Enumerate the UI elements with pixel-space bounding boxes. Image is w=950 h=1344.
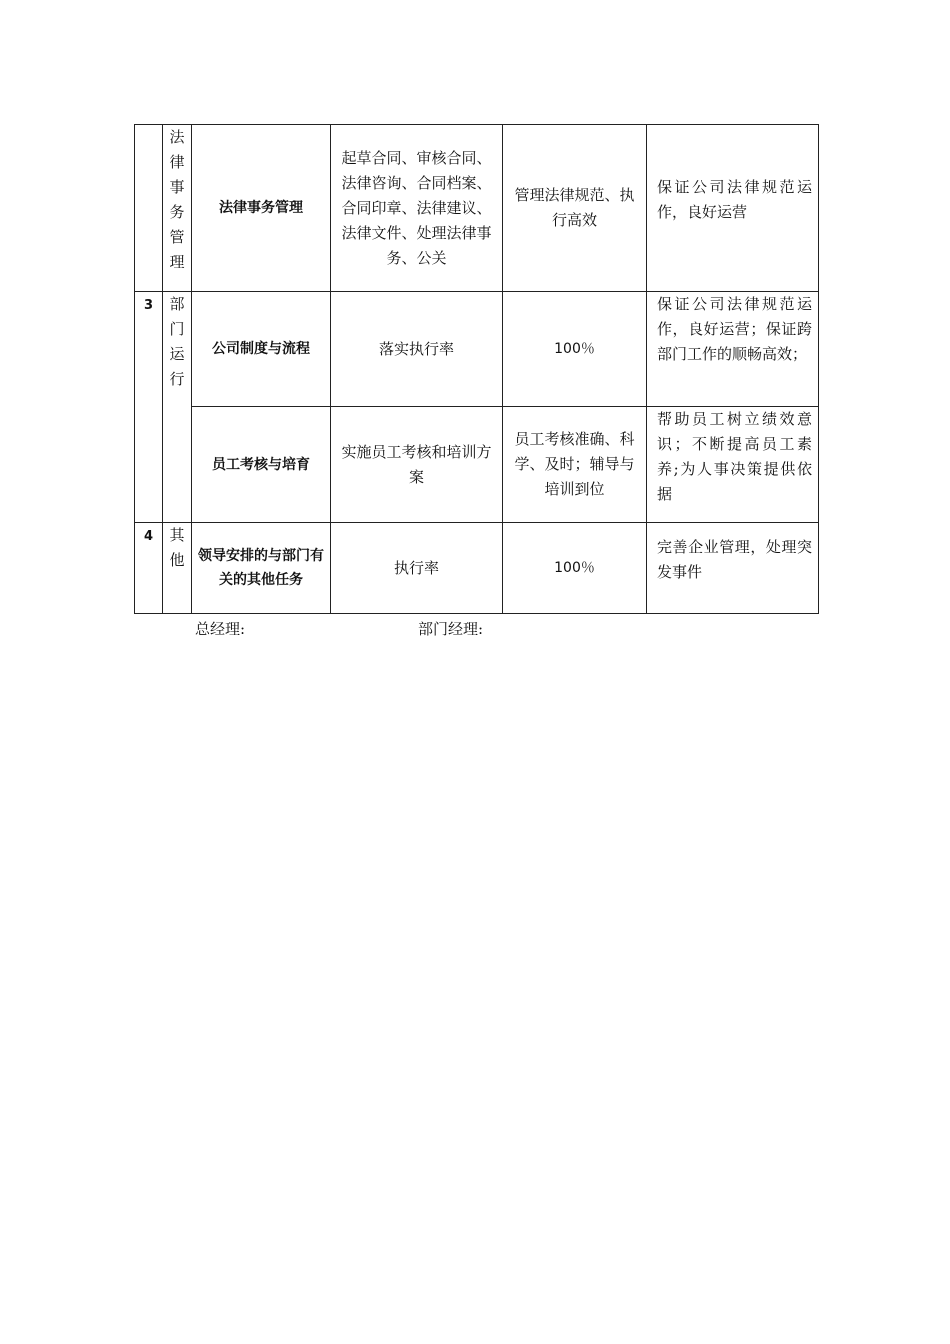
- content-cell: 落实执行率: [331, 292, 503, 407]
- item-cell: 公司制度与流程: [192, 292, 331, 407]
- item-cell: 领导安排的与部门有关的其他任务: [192, 523, 331, 614]
- row-number: 3: [135, 292, 163, 523]
- table-row: [135, 407, 819, 523]
- category-cell: [163, 292, 192, 523]
- content-cell: 执行率: [331, 523, 503, 614]
- item-cell: 法律事务管理: [192, 125, 331, 292]
- category-text: 法律事务管理: [169, 128, 185, 271]
- category-text: 部门运行: [169, 295, 185, 388]
- table-row: [135, 292, 819, 407]
- table-row: [135, 523, 819, 614]
- responsibility-table: [134, 124, 819, 614]
- general-manager-signature-label: 总经理:: [195, 620, 246, 638]
- content-cell: 起草合同、审核合同、法律咨询、合同档案、合同印章、法律建议、法律文件、处理法律事务、公关: [331, 125, 503, 292]
- department-manager-signature-label: 部门经理:: [418, 620, 484, 638]
- row-number: [135, 125, 163, 292]
- standard-cell: 100％: [503, 292, 647, 407]
- item-cell: 员工考核与培育: [192, 407, 331, 523]
- standard-cell: 管理法律规范、执行高效: [503, 125, 647, 292]
- goal-cell: 保证公司法律规范运作，良好运营；保证跨部门工作的顺畅高效；: [647, 292, 819, 407]
- category-text: 其他: [169, 526, 185, 569]
- goal-cell: 完善企业管理，处理突发事件: [647, 523, 819, 614]
- table-row: [135, 125, 819, 292]
- content-cell: 实施员工考核和培训方案: [331, 407, 503, 523]
- standard-cell: 100％: [503, 523, 647, 614]
- standard-cell: 员工考核准确、科学、及时；辅导与培训到位: [503, 407, 647, 523]
- row-number: 4: [135, 523, 163, 614]
- category-cell: [163, 125, 192, 292]
- category-cell: [163, 523, 192, 614]
- goal-cell: 帮助员工树立绩效意识；不断提高员工素养;为人事决策提供依据: [647, 407, 819, 523]
- goal-cell: 保证公司法律规范运作，良好运营: [647, 125, 819, 292]
